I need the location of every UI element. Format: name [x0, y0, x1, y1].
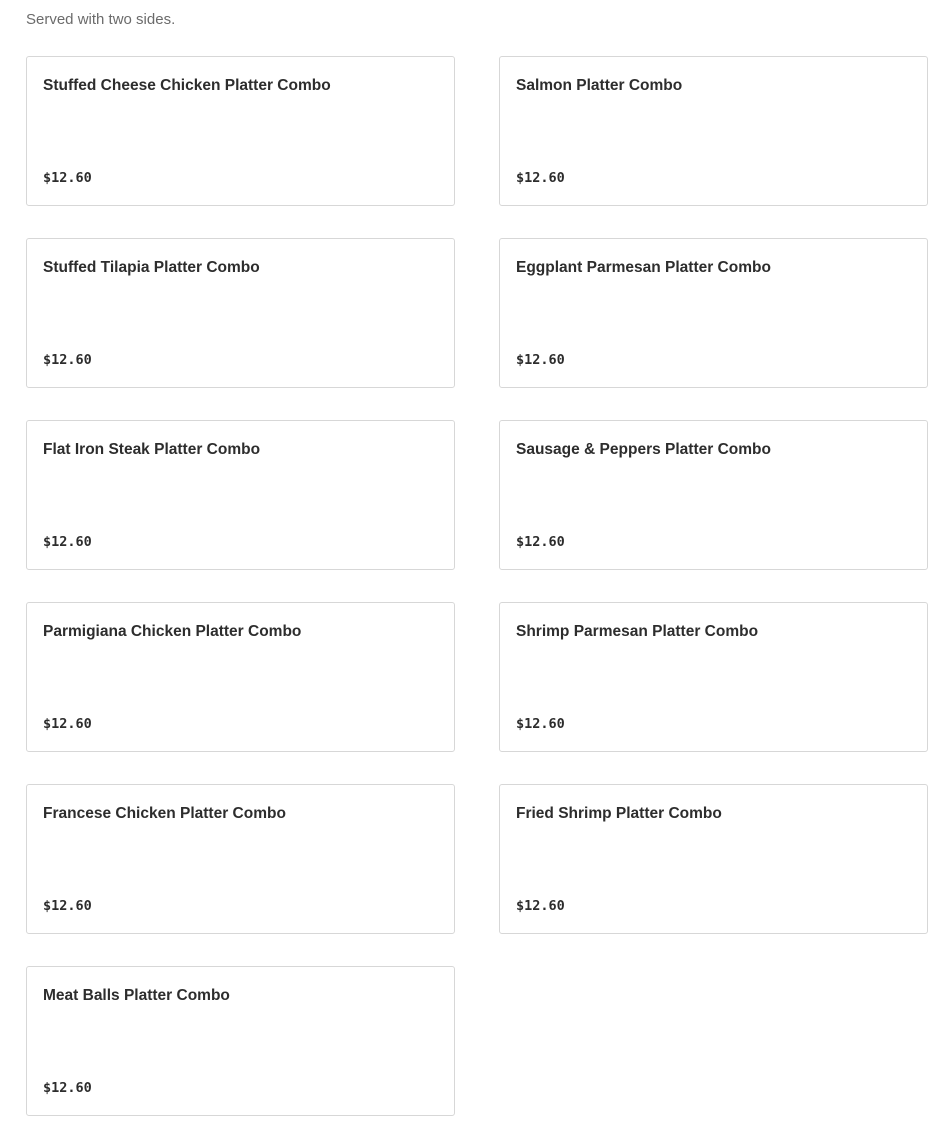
menu-item-card[interactable]: [26, 784, 455, 934]
menu-item-price: $12.60: [516, 352, 565, 368]
menu-item-card[interactable]: [26, 420, 455, 570]
menu-item-name: Parmigiana Chicken Platter Combo: [43, 623, 302, 640]
menu-item-card[interactable]: [26, 602, 455, 752]
menu-item-card[interactable]: [26, 966, 455, 1116]
menu-item-name: Stuffed Tilapia Platter Combo: [43, 259, 260, 276]
menu-item-card[interactable]: [499, 784, 928, 934]
menu-item-card[interactable]: [26, 238, 455, 388]
menu-item-grid: [26, 56, 928, 1116]
menu-item-card[interactable]: [499, 238, 928, 388]
menu-item-card[interactable]: [499, 420, 928, 570]
menu-item-price: $12.60: [516, 170, 565, 186]
menu-item-name: Flat Iron Steak Platter Combo: [43, 441, 261, 458]
menu-item-card[interactable]: [499, 56, 928, 206]
menu-item-name: Fried Shrimp Platter Combo: [516, 805, 722, 822]
menu-item-price: $12.60: [43, 1080, 92, 1096]
menu-item-price: $12.60: [43, 352, 92, 368]
menu-item-price: $12.60: [43, 534, 92, 550]
menu-item-card[interactable]: [26, 56, 455, 206]
menu-item-price: $12.60: [516, 534, 565, 550]
section-description: Served with two sides.: [26, 11, 176, 28]
menu-item-name: Francese Chicken Platter Combo: [43, 805, 286, 822]
menu-item-price: $12.60: [516, 898, 565, 914]
menu-item-name: Shrimp Parmesan Platter Combo: [516, 623, 759, 640]
menu-item-name: Sausage & Peppers Platter Combo: [516, 441, 771, 458]
menu-item-price: $12.60: [43, 898, 92, 914]
menu-item-name: Meat Balls Platter Combo: [43, 987, 230, 1004]
menu-item-price: $12.60: [516, 716, 565, 732]
menu-item-card[interactable]: [499, 602, 928, 752]
menu-item-price: $12.60: [43, 716, 92, 732]
menu-item-price: $12.60: [43, 170, 92, 186]
menu-item-name: Salmon Platter Combo: [516, 77, 683, 94]
menu-item-name: Eggplant Parmesan Platter Combo: [516, 259, 771, 276]
menu-item-name: Stuffed Cheese Chicken Platter Combo: [43, 77, 331, 94]
